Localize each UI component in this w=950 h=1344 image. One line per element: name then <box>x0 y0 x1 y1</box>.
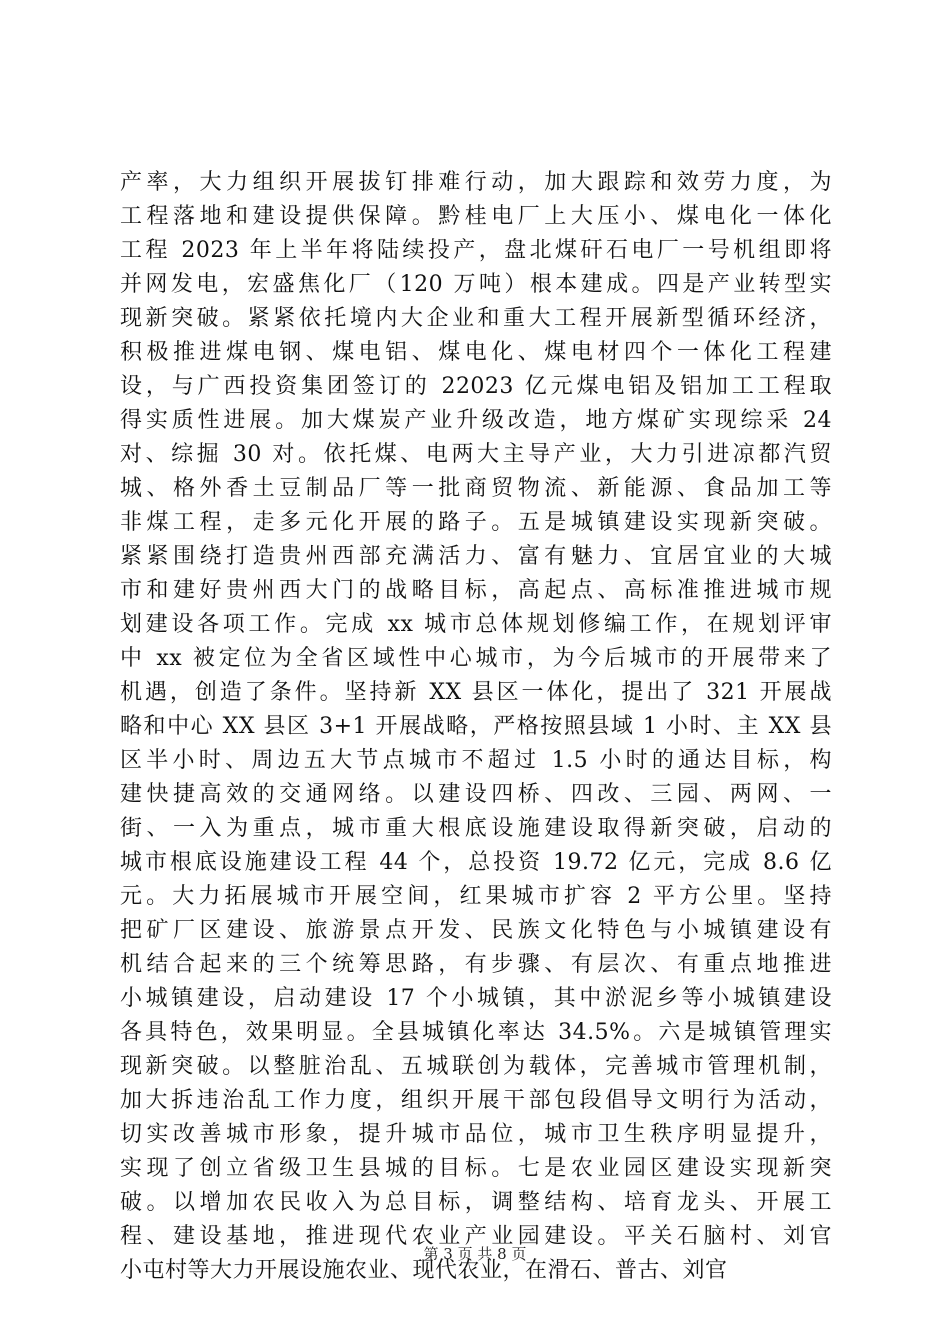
text-line: 程、建设基地，推进现代农业产业园建设。平关石脑村、刘官 <box>120 1224 832 1249</box>
text-line: 现新突破。以整脏治乱、五城联创为载体，完善城市管理机制， <box>120 1054 832 1079</box>
text-line: 积极推进煤电钢、煤电铝、煤电化、煤电材四个一体化工程建 <box>120 340 832 365</box>
text-line: 工程 2023 年上半年将陆续投产，盘北煤矸石电厂一号机组即将 <box>120 238 832 263</box>
text-line: 机结合起来的三个统筹思路，有步骤、有层次、有重点地推进 <box>120 952 832 977</box>
text-line: 切实改善城市形象，提升城市品位，城市卫生秩序明显提升， <box>120 1122 832 1147</box>
text-line: 机遇，创造了条件。坚持新 XX 县区一体化，提出了 321 开展战 <box>120 680 832 705</box>
body-text <box>120 166 832 1288</box>
text-line: 非煤工程，走多元化开展的路子。五是城镇建设实现新突破。 <box>120 510 832 535</box>
text-line: 市和建好贵州西大门的战略目标，高起点、高标准推进城市规 <box>120 578 832 603</box>
text-line: 现新突破。紧紧依托境内大企业和重大工程开展新型循环经济， <box>120 306 832 331</box>
text-line: 紧紧围绕打造贵州西部充满活力、富有魅力、宜居宜业的大城 <box>120 544 832 569</box>
text-line: 得实质性进展。加大煤炭产业升级改造，地方煤矿实现综采 24 <box>120 408 832 433</box>
text-line: 略和中心 XX 县区 3+1 开展战略，严格按照县域 1 小时、主 XX 县 <box>120 714 832 739</box>
text-line: 产率，大力组织开展拔钉排难行动，加大跟踪和效劳力度，为 <box>120 170 832 195</box>
page-footer: 第 3 页 共 8 页 <box>423 1245 527 1263</box>
text-line: 加大拆违治乱工作力度，组织开展干部包段倡导文明行为活动， <box>120 1088 832 1113</box>
text-line: 城市根底设施建设工程 44 个，总投资 19.72 亿元，完成 8.6 亿 <box>120 850 832 875</box>
text-line: 划建设各项工作。完成 xx 城市总体规划修编工作，在规划评审 <box>120 612 832 637</box>
text-line: 对、综掘 30 对。依托煤、电两大主导产业，大力引进凉都汽贸 <box>120 442 832 467</box>
text-line: 街、一入为重点，城市重大根底设施建设取得新突破，启动的 <box>120 816 832 841</box>
text-line: 中 xx 被定位为全省区域性中心城市，为今后城市的开展带来了 <box>120 646 832 671</box>
text-line: 工程落地和建设提供保障。黔桂电厂上大压小、煤电化一体化 <box>120 204 832 229</box>
text-line: 破。以增加农民收入为总目标，调整结构、培育龙头、开展工 <box>120 1190 832 1215</box>
text-line: 建快捷高效的交通网络。以建设四桥、四改、三园、两网、一 <box>120 782 832 807</box>
text-line: 设，与广西投资集团签订的 22023 亿元煤电铝及铝加工工程取 <box>120 374 832 399</box>
text-line: 小屯村等大力开展设施农业、现代农业，在滑石、普古、刘官 <box>120 1258 728 1283</box>
text-line: 元。大力拓展城市开展空间，红果城市扩容 2 平方公里。坚持 <box>120 884 832 909</box>
text-line: 实现了创立省级卫生县城的目标。七是农业园区建设实现新突 <box>120 1156 832 1181</box>
text-line: 城、格外香土豆制品厂等一批商贸物流、新能源、食品加工等 <box>120 476 832 501</box>
text-line: 小城镇建设，启动建设 17 个小城镇，其中淤泥乡等小城镇建设 <box>120 986 832 1011</box>
text-line: 把矿厂区建设、旅游景点开发、民族文化特色与小城镇建设有 <box>120 918 832 943</box>
text-line: 并网发电，宏盛焦化厂（120 万吨）根本建成。四是产业转型实 <box>120 272 832 297</box>
text-line: 各具特色，效果明显。全县城镇化率达 34.5%。六是城镇管理实 <box>120 1020 832 1045</box>
text-line: 区半小时、周边五大节点城市不超过 1.5 小时的通达目标，构 <box>120 748 832 773</box>
